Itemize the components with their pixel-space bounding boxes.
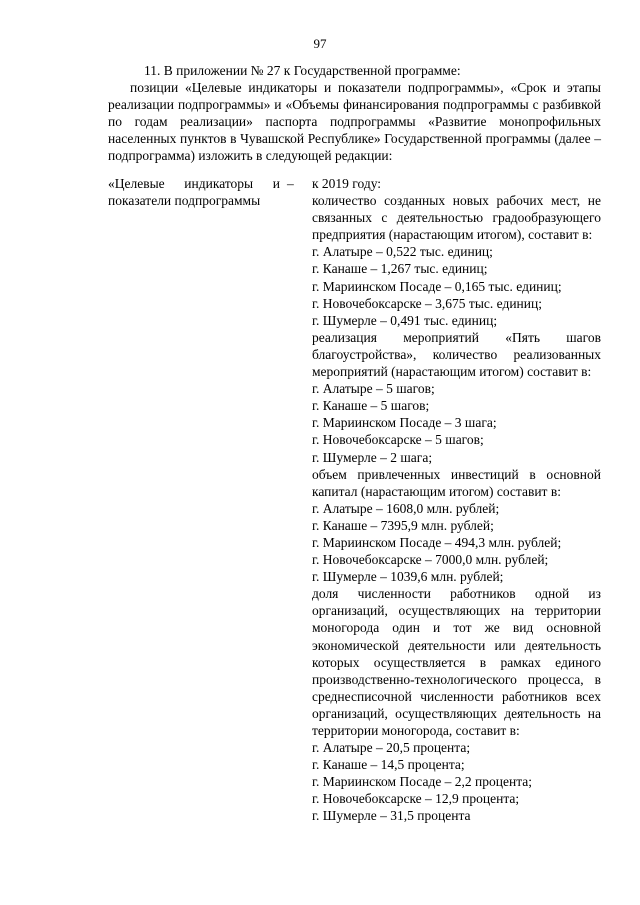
intro-section — [108, 62, 601, 164]
list-item: г. Канаше – 5 шагов; — [312, 398, 430, 414]
block4-title: доля численности работников одной из организаций, осуществляющих на территории моногорода один и тот же вид основной экономической деятельности или деятельность которых осуществляется в рамках единого производственно-технологического процесса, в среднесписочной численности работников всех организаций, осуществляющих деятельность на территории моногорода, составит в: — [312, 586, 601, 738]
list-item: г. Канаше – 7395,9 млн. рублей; — [312, 517, 494, 533]
list-item: г. Алатыре – 0,522 тыс. единиц; — [312, 244, 493, 260]
list-item: г. Алатыре – 1608,0 млн. рублей; — [312, 500, 500, 516]
block2-title: реализация мероприятий «Пять шагов благоустройства», количество реализованных мероприятий (нарастающим итогом) составит в: — [312, 329, 601, 380]
year-line: к 2019 году: — [312, 176, 382, 191]
list-item: г. Алатыре – 20,5 процента; — [312, 740, 471, 756]
list-item: г. Новочебоксарске – 7000,0 млн. рублей; — [312, 552, 549, 568]
list-item: г. Новочебоксарске – 12,9 процента; — [312, 791, 520, 807]
list-item: г. Новочебоксарске – 5 шагов; — [312, 432, 484, 448]
list-item: г. Шумерле – 0,491 тыс. единиц; — [312, 312, 498, 328]
table-right-column — [312, 175, 601, 825]
table-dash: – — [287, 176, 294, 191]
list-item: г. Мариинском Посаде – 3 шага; — [312, 415, 497, 431]
block1-title: количество созданных новых рабочих мест, не связанных с деятельностью градообразующего предприятия (нарастающим итогом), составит в: — [312, 193, 601, 243]
list-item: г. Алатыре – 5 шагов; — [312, 381, 435, 397]
table-left-label: «Целевые индикаторы и показатели подпрограммы — [108, 176, 280, 208]
list-item: г. Шумерле – 2 шага; — [312, 449, 433, 465]
page-number: 97 — [313, 36, 327, 51]
list-item: г. Мариинском Посаде – 0,165 тыс. единиц; — [312, 278, 562, 294]
intro-paragraph: позиции «Целевые индикаторы и показатели подпрограммы», «Срок и этапы реализации подпрограммы» и «Объемы финансирования подпрограммы с разбивкой по годам реализации» паспорта подпрограммы «Развитие монопрофильных населенных пунктов в Чувашской Республике» Государственной программы (далее – подпрограмма) изложить в следующей редакции: — [108, 80, 601, 163]
list-item: г. Канаше – 1,267 тыс. единиц; — [312, 261, 488, 277]
list-item: г. Шумерле – 31,5 процента — [312, 808, 471, 824]
block3-title: объем привлеченных инвестиций в основной капитал (нарастающим итогом) составит в: — [312, 466, 601, 499]
list-item: г. Новочебоксарске – 3,675 тыс. единиц; — [312, 295, 542, 311]
list-item: г. Мариинском Посаде – 494,3 млн. рублей; — [312, 534, 562, 550]
intro-heading: 11. В приложении № 27 к Государственной программе: — [144, 63, 461, 78]
list-item: г. Канаше – 14,5 процента; — [312, 757, 465, 773]
list-item: г. Мариинском Посаде – 2,2 процента; — [312, 774, 533, 790]
list-item: г. Шумерле – 1039,6 млн. рублей; — [312, 569, 504, 585]
